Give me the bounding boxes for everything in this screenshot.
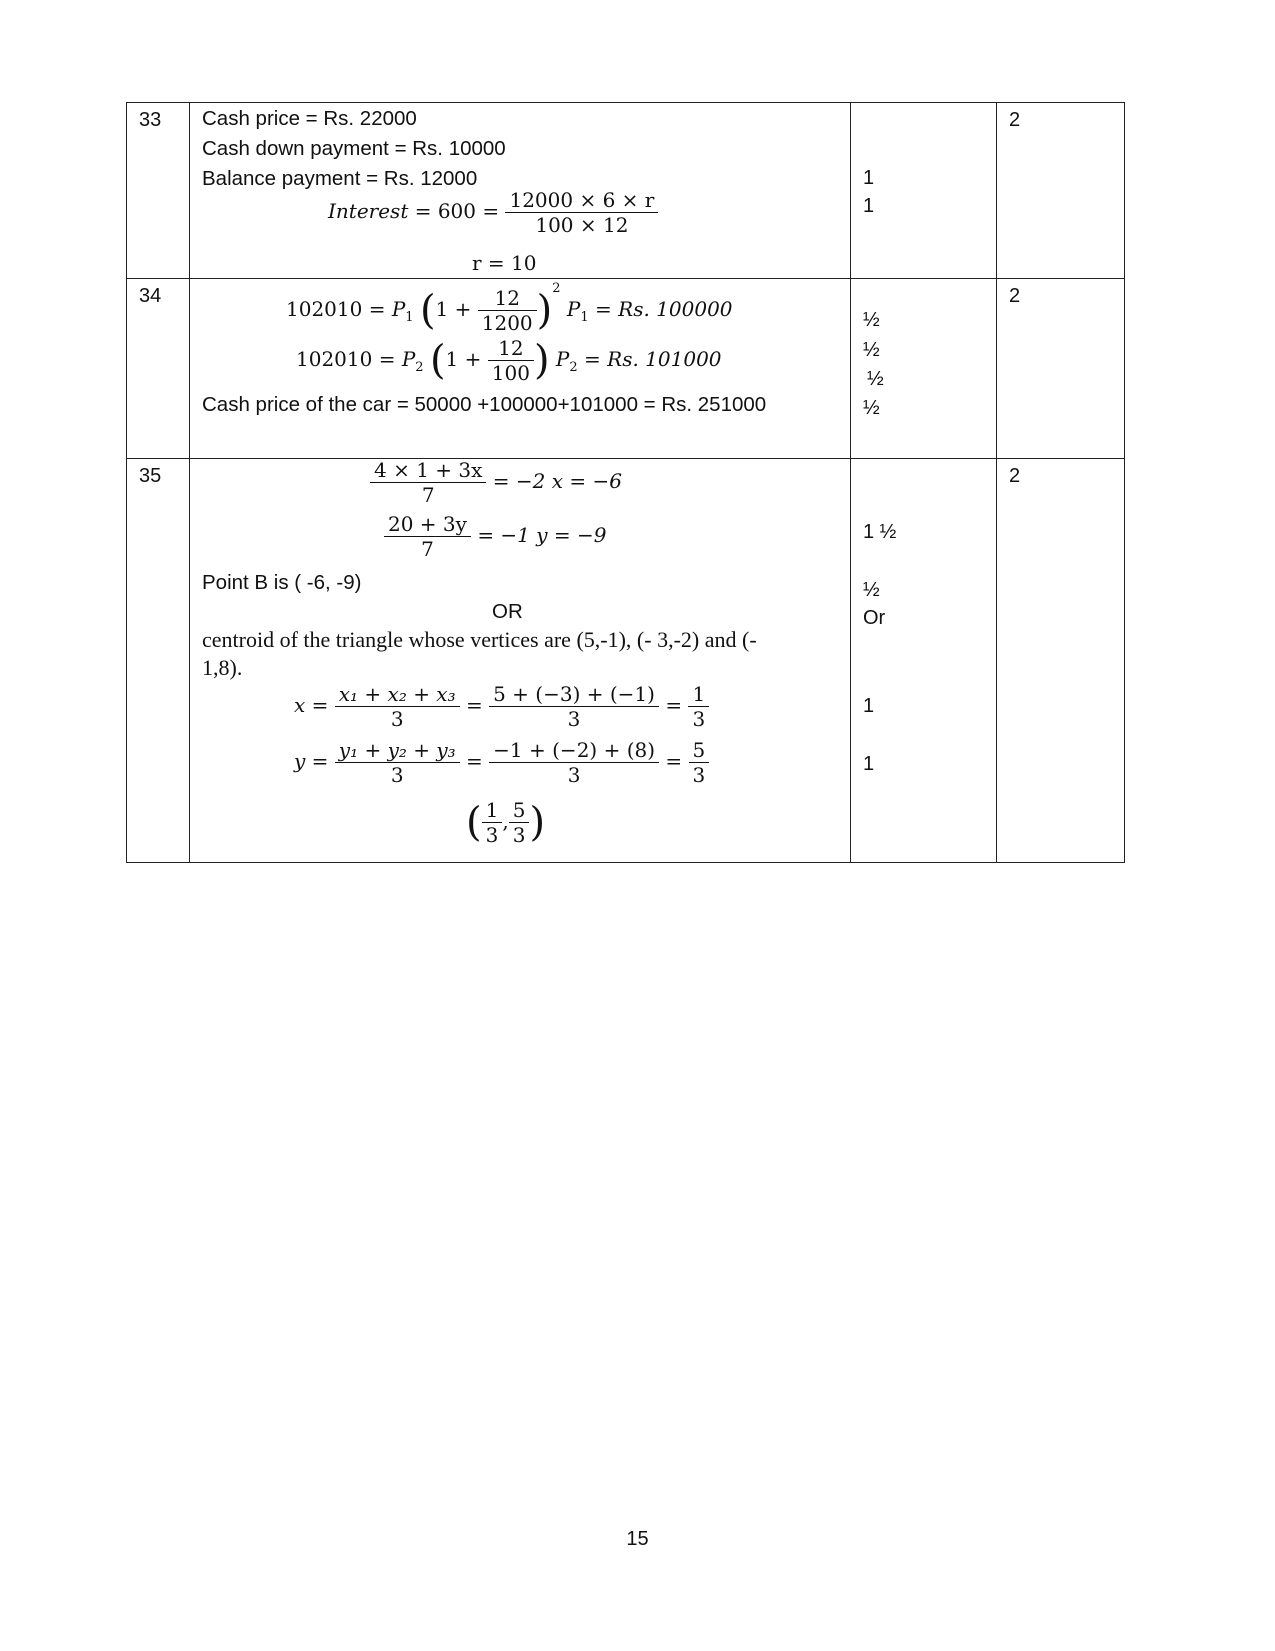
- fraction-denominator: 3: [512, 823, 526, 847]
- equals-sign: =: [466, 749, 483, 773]
- point-b-line: Point B is ( -6, -9): [202, 571, 362, 594]
- fraction-denominator: 3: [692, 707, 706, 731]
- mark: 1 ½: [863, 521, 897, 543]
- question-number-cell: [127, 103, 190, 279]
- marks-cell: [851, 279, 997, 459]
- paren-close: ): [536, 287, 553, 334]
- x-section-equation: [370, 459, 622, 506]
- comma: ,: [502, 809, 509, 833]
- mark: 1: [863, 195, 875, 217]
- fraction: [488, 337, 534, 384]
- mark: 1: [863, 167, 875, 189]
- equation-result: = Rs. 100000: [595, 297, 733, 321]
- equals-sign: =: [665, 749, 683, 773]
- cash-price-of-car: Cash price of the car = 50000 +100000+101000 = Rs. 251000: [202, 393, 767, 416]
- centroid-text: centroid of the triangle whose vertices are (5,-1), (- 3,-2) and (-: [202, 627, 757, 652]
- question-number: 35: [139, 465, 162, 487]
- y-label: y =: [294, 749, 329, 773]
- paren-open: (: [466, 799, 482, 846]
- fraction: [688, 683, 709, 730]
- mark: 1: [863, 753, 875, 775]
- fraction-denominator: 3: [567, 763, 581, 787]
- or-label: OR: [492, 600, 523, 623]
- subscript: 2: [569, 360, 578, 375]
- centroid-answer: [466, 799, 545, 846]
- total-marks: 2: [1009, 109, 1021, 131]
- variable-p: P: [555, 347, 570, 371]
- fraction-numerator: 12: [488, 337, 534, 361]
- mark: ½: [867, 368, 884, 390]
- fraction-numerator: y₁ + y₂ + y₃: [335, 739, 460, 763]
- subscript: 1: [580, 310, 589, 325]
- cash-down-line: Cash down payment = Rs. 10000: [202, 137, 506, 160]
- subscript: 1: [405, 310, 414, 325]
- fraction-numerator: x₁ + x₂ + x₃: [335, 683, 460, 707]
- equation-result: = Rs. 101000: [584, 347, 722, 371]
- fraction-denominator: 3: [390, 707, 404, 731]
- balance-line: Balance payment = Rs. 12000: [202, 167, 478, 190]
- mark: ½: [863, 309, 880, 331]
- one-plus: 1 +: [445, 347, 482, 371]
- fraction: [335, 739, 460, 786]
- fraction-numerator: 1: [482, 799, 503, 823]
- marking-scheme-sheet: [126, 102, 1124, 863]
- fraction-numerator: 5: [689, 739, 710, 763]
- total-marks: 2: [1009, 465, 1021, 487]
- total-marks: 2: [1009, 285, 1021, 307]
- cash-price-line: Cash price = Rs. 22000: [202, 107, 417, 130]
- interest-fraction: [505, 189, 658, 236]
- mark: Or: [863, 607, 886, 629]
- mark: ½: [863, 339, 880, 361]
- y-section-equation: [384, 513, 607, 560]
- question-number: 34: [139, 285, 162, 307]
- x-label: x =: [294, 693, 329, 717]
- question-number: 33: [139, 109, 162, 131]
- equation-p1: [286, 281, 733, 334]
- equals-sign: =: [665, 693, 683, 717]
- interest-value: = 600 =: [414, 199, 500, 223]
- variable-p: P: [401, 347, 416, 371]
- fraction-numerator: 1: [688, 683, 709, 707]
- fraction-numerator: 4 × 1 + 3x: [370, 459, 486, 483]
- equation-left: 102010 =: [296, 347, 396, 371]
- question-number-cell: [127, 459, 190, 863]
- mark: ½: [863, 397, 880, 419]
- fraction-numerator: 12: [478, 287, 537, 311]
- centroid-x-equation: [294, 683, 709, 730]
- paren-close: ): [529, 799, 546, 846]
- fraction-numerator: 5 + (−3) + (−1): [489, 683, 659, 707]
- fraction-denominator: 100: [491, 361, 530, 385]
- fraction: [489, 739, 659, 786]
- fraction: [509, 799, 530, 846]
- fraction-denominator: 1200: [481, 311, 533, 335]
- solution-cell: [190, 459, 851, 863]
- centroid-text-cont: 1,8).: [202, 655, 243, 680]
- one-plus: 1 +: [435, 297, 472, 321]
- paren-open: (: [419, 287, 436, 334]
- variable-p: P: [391, 297, 406, 321]
- fraction-denominator: 100 × 12: [535, 213, 629, 237]
- marking-scheme-table: [126, 102, 1125, 863]
- equation-result: = −1 y = −9: [477, 523, 607, 547]
- fraction-numerator: 20 + 3y: [384, 513, 471, 537]
- equation-left: 102010 =: [286, 297, 386, 321]
- table-row-q34: [127, 279, 1125, 459]
- page-number: 15: [626, 1528, 649, 1550]
- table-row-q33: [127, 103, 1125, 279]
- fraction-denominator: 3: [390, 763, 404, 787]
- equation-result: = −2 x = −6: [492, 469, 622, 493]
- fraction-numerator: 5: [509, 799, 530, 823]
- exponent: 2: [552, 281, 561, 296]
- fraction-denominator: 3: [567, 707, 581, 731]
- fraction: [384, 513, 471, 560]
- fraction: [335, 683, 460, 730]
- solution-cell: [190, 279, 851, 459]
- fraction-denominator: 3: [692, 763, 706, 787]
- equals-sign: =: [465, 693, 483, 717]
- fraction: [370, 459, 486, 506]
- total-cell: [997, 103, 1125, 279]
- variable-p: P: [566, 297, 581, 321]
- fraction: [482, 799, 503, 846]
- fraction-numerator: −1 + (−2) + (8): [489, 739, 659, 763]
- paren-open: (: [429, 337, 446, 384]
- fraction-numerator: 12000 × 6 × r: [505, 189, 658, 213]
- interest-equation: [328, 189, 658, 236]
- subscript: 2: [415, 360, 424, 375]
- fraction: [489, 683, 659, 730]
- solution-cell: [190, 103, 851, 279]
- interest-label: Interest: [328, 199, 409, 223]
- table-row-q35: [127, 459, 1125, 863]
- fraction: [478, 287, 537, 334]
- centroid-y-equation: [294, 739, 709, 786]
- marks-cell: [851, 103, 997, 279]
- total-cell: [997, 279, 1125, 459]
- paren-close: ): [533, 337, 550, 384]
- marks-cell: [851, 459, 997, 863]
- mark: ½: [863, 579, 880, 601]
- fraction-denominator: 3: [485, 823, 499, 847]
- total-cell: [997, 459, 1125, 863]
- mark: 1: [863, 695, 875, 717]
- question-number-cell: [127, 279, 190, 459]
- equation-p2: [296, 337, 722, 384]
- fraction-denominator: 7: [421, 483, 435, 507]
- fraction: [689, 739, 710, 786]
- fraction-denominator: 7: [421, 537, 434, 561]
- rate-result: r = 10: [472, 251, 537, 275]
